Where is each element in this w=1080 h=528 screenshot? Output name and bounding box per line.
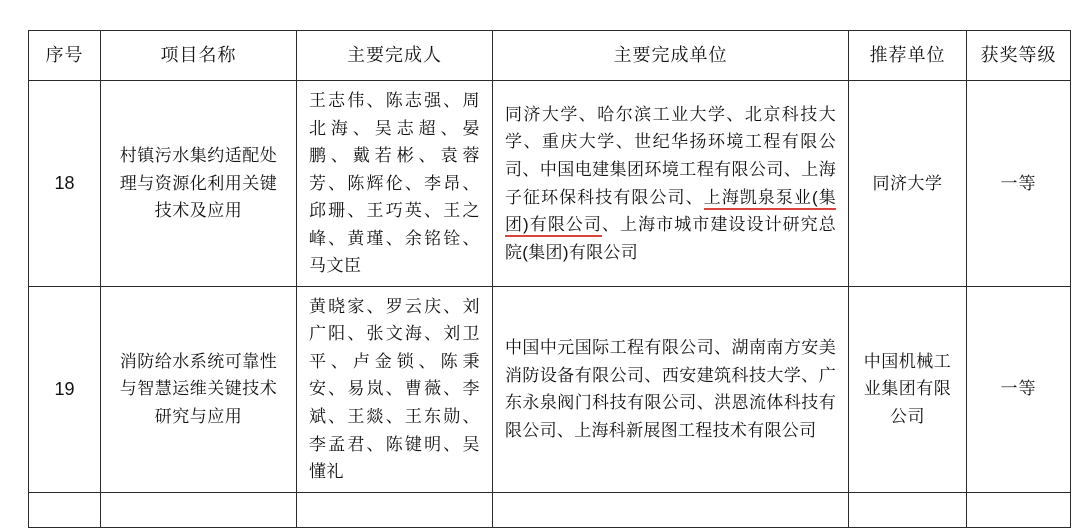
cell-main-contributors: 黄晓家、罗云庆、刘广阳、张文海、刘卫平、卢金锁、陈秉安、易岚、曹薇、李斌、王燚、王东勋、李孟君、陈键明、吴懂礼 bbox=[297, 286, 493, 492]
cell-no: 19 bbox=[29, 286, 101, 492]
organizations-text-before: 同济大学、哈尔滨工业大学、北京科技大学、重庆大学、世纪华扬环境工程有限公司、中国电建集团环境工程有限公司、上海子征环保科技有限公司、 bbox=[505, 104, 836, 207]
cell-project-name: 消防给水系统可靠性与智慧运维关键技术研究与应用 bbox=[101, 286, 297, 492]
table-row bbox=[29, 286, 1071, 492]
cell-no: 18 bbox=[29, 81, 101, 287]
cell-award-grade: 一等 bbox=[967, 81, 1071, 287]
table-row-partial bbox=[29, 492, 1071, 527]
cell-empty bbox=[493, 492, 849, 527]
organizations-highlighted: 上海凯泉泵业(集团)有限公司 bbox=[505, 188, 836, 238]
table-header-row bbox=[29, 31, 1071, 81]
table-row bbox=[29, 81, 1071, 287]
organizations-text-after: 、上海市城市建设设计研究总院(集团)有限公司 bbox=[505, 215, 836, 262]
column-header-recommender: 推荐单位 bbox=[849, 31, 967, 81]
column-header-no: 序号 bbox=[29, 31, 101, 81]
column-header-main-organizations: 主要完成单位 bbox=[493, 31, 849, 81]
cell-recommender: 同济大学 bbox=[849, 81, 967, 287]
cell-empty bbox=[967, 492, 1071, 527]
column-header-award-grade: 获奖等级 bbox=[967, 31, 1071, 81]
cell-main-contributors: 王志伟、陈志强、周北海、吴志超、晏鹏、戴若彬、袁蓉芳、陈辉伦、李昂、邱珊、王巧英、王之峰、黄瑾、余铭铨、马文臣 bbox=[297, 81, 493, 287]
column-header-project-name: 项目名称 bbox=[101, 31, 297, 81]
award-list-table bbox=[28, 30, 1071, 528]
cell-project-name: 村镇污水集约适配处理与资源化利用关键技术及应用 bbox=[101, 81, 297, 287]
cell-empty bbox=[849, 492, 967, 527]
cell-main-organizations bbox=[493, 81, 849, 287]
cell-award-grade: 一等 bbox=[967, 286, 1071, 492]
cell-empty bbox=[297, 492, 493, 527]
cell-empty bbox=[29, 492, 101, 527]
cell-recommender: 中国机械工业集团有限公司 bbox=[849, 286, 967, 492]
cell-empty bbox=[101, 492, 297, 527]
cell-main-organizations: 中国中元国际工程有限公司、湖南南方安美消防设备有限公司、西安建筑科技大学、广东永泉阀门科技有限公司、洪恩流体科技有限公司、上海科新展图工程技术有限公司 bbox=[493, 286, 849, 492]
column-header-main-contributors: 主要完成人 bbox=[297, 31, 493, 81]
